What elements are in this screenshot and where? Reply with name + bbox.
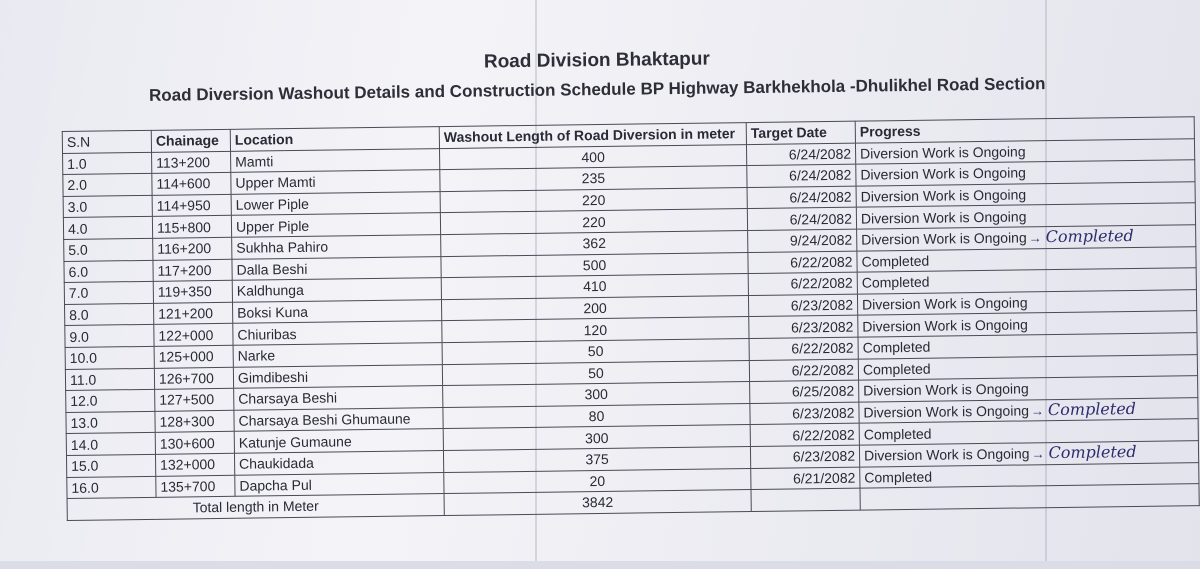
arrow-icon: → (1031, 445, 1045, 462)
cell-washout-length: 120 (442, 317, 749, 343)
progress-status: Completed (861, 274, 930, 292)
total-value: 3842 (444, 490, 751, 516)
cell-location: Upper Piple (231, 213, 440, 237)
cell-location: Kaldhunga (232, 278, 441, 302)
cell-sn: 5.0 (64, 238, 153, 261)
cell-location: Boksi Kuna (232, 299, 441, 323)
cell-chainage: 125+000 (154, 345, 233, 368)
progress-status: Completed (863, 425, 932, 443)
cell-washout-length: 375 (443, 446, 750, 472)
cell-washout-length: 220 (440, 187, 747, 213)
cell-sn: 13.0 (66, 411, 155, 434)
progress-status: Diversion Work is Ongoing (863, 380, 1029, 399)
cell-chainage: 115+800 (152, 216, 231, 239)
cell-location: Upper Mamti (231, 170, 440, 194)
cell-washout-length: 20 (444, 468, 751, 494)
header-location: Location (230, 127, 439, 151)
handwritten-note: Completed (1047, 398, 1137, 419)
cell-target-date: 9/24/2082 (748, 229, 857, 252)
header-chainage: Chainage (151, 129, 230, 152)
header-washout-length: Washout Length of Road Diversion in meter (439, 123, 746, 149)
cell-target-date: 6/24/2082 (746, 143, 855, 166)
progress-status: Diversion Work is Ongoing (860, 208, 1027, 227)
cell-target-date: 6/24/2082 (747, 164, 856, 187)
cell-location: Lower Piple (231, 191, 440, 215)
cell-sn: 15.0 (66, 454, 155, 477)
header-sn: S.N (62, 130, 151, 153)
cell-washout-length: 80 (443, 403, 750, 429)
cell-sn: 2.0 (63, 174, 152, 197)
progress-status: Diversion Work is Ongoing (862, 316, 1028, 335)
cell-location: Chaukidada (234, 450, 443, 474)
progress-status: Diversion Work is Ongoing (861, 229, 1027, 248)
handwritten-note: Completed (1048, 441, 1137, 462)
cell-location: Dapcha Pul (235, 472, 444, 496)
cell-location: Gimdibeshi (233, 364, 442, 388)
cell-sn: 12.0 (66, 389, 155, 412)
document-title: Road Division Bhaktapur (483, 48, 710, 73)
cell-location: Narke (233, 343, 442, 367)
progress-status: Diversion Work is Ongoing (860, 186, 1027, 205)
cell-target-date: 6/23/2082 (750, 402, 859, 425)
arrow-icon: → (1028, 229, 1042, 246)
cell-chainage: 126+700 (154, 367, 233, 390)
cell-chainage: 114+950 (152, 194, 231, 217)
cell-target-date: 6/24/2082 (747, 186, 856, 209)
cell-location: Dalla Beshi (232, 256, 441, 280)
header-progress: Progress (855, 117, 1194, 143)
cell-target-date: 6/24/2082 (747, 208, 856, 231)
cell-target-date: 6/23/2082 (749, 315, 858, 338)
document-subtitle: Road Diversion Washout Details and Construction Schedule BP Highway Barkhekhola -Dhulikhel Road Section (148, 74, 1046, 105)
cell-chainage: 127+500 (155, 388, 234, 411)
cell-chainage: 113+200 (152, 151, 231, 174)
cell-washout-length: 400 (439, 144, 746, 170)
arrow-icon: → (1030, 402, 1045, 418)
progress-status: Completed (864, 468, 933, 486)
cell-sn: 3.0 (63, 195, 152, 218)
cell-sn: 16.0 (67, 476, 156, 499)
progress-status: Diversion Work is Ongoing (863, 401, 1030, 421)
cell-sn: 10.0 (65, 346, 154, 369)
cell-washout-length: 220 (440, 209, 747, 235)
cell-sn: 7.0 (64, 282, 153, 305)
cell-chainage: 117+200 (153, 259, 232, 282)
cell-washout-length: 300 (443, 425, 750, 451)
header-target-date: Target Date (746, 121, 855, 144)
progress-status: Diversion Work is Ongoing (860, 164, 1026, 184)
cell-target-date: 6/21/2082 (751, 467, 860, 490)
progress-status: Completed (862, 360, 931, 378)
cell-target-date: 6/22/2082 (748, 251, 857, 274)
cell-washout-length: 200 (441, 295, 748, 321)
progress-status: Completed (861, 252, 930, 270)
cell-location: Chiuribas (233, 321, 442, 345)
cell-washout-length: 50 (442, 360, 749, 386)
cell-sn: 1.0 (63, 152, 152, 175)
cell-target-date: 6/23/2082 (748, 294, 857, 317)
cell-washout-length: 235 (440, 166, 747, 192)
cell-sn: 11.0 (65, 368, 154, 391)
cell-chainage: 116+200 (153, 237, 232, 260)
handwritten-note: Completed (1045, 225, 1134, 246)
progress-status: Diversion Work is Ongoing (863, 445, 1030, 464)
cell-washout-length: 500 (441, 252, 748, 278)
cell-target-date: 6/22/2082 (749, 359, 858, 382)
cell-sn: 8.0 (65, 303, 154, 326)
cell-chainage: 121+200 (154, 302, 233, 325)
cell-chainage: 135+700 (156, 475, 235, 498)
cell-location: Sukhha Pahiro (232, 235, 441, 259)
cell-location: Katunje Gumaune (234, 429, 443, 453)
cell-chainage: 122+000 (154, 324, 233, 347)
progress-status: Diversion Work is Ongoing (859, 143, 1026, 162)
cell-location: Charsaya Beshi Ghumaune (234, 407, 443, 431)
cell-target-date: 6/22/2082 (749, 337, 858, 360)
cell-washout-length: 50 (442, 338, 749, 364)
cell-target-date: 6/22/2082 (750, 423, 859, 446)
cell-target-date: 6/25/2082 (750, 380, 859, 403)
cell-chainage: 128+300 (155, 410, 234, 433)
cell-sn: 9.0 (65, 325, 154, 348)
cell-chainage: 119+350 (153, 280, 232, 303)
cell-location: Mamti (231, 148, 440, 172)
progress-status: Diversion Work is Ongoing (861, 294, 1028, 313)
total-label: Total length in Meter (67, 494, 444, 521)
cell-location: Charsaya Beshi (234, 386, 443, 410)
cell-sn: 14.0 (66, 433, 155, 456)
schedule-table (62, 116, 1200, 520)
cell-chainage: 130+600 (155, 432, 234, 455)
cell-chainage: 132+000 (155, 453, 234, 476)
cell-washout-length: 362 (441, 231, 748, 257)
total-empty-cell (860, 484, 1199, 510)
cell-washout-length: 410 (441, 274, 748, 300)
total-empty-cell (751, 488, 860, 511)
cell-target-date: 6/22/2082 (748, 272, 857, 295)
progress-status: Completed (862, 338, 931, 356)
cell-chainage: 114+600 (152, 173, 231, 196)
cell-sn: 4.0 (63, 217, 152, 240)
cell-washout-length: 300 (443, 382, 750, 408)
cell-sn: 6.0 (64, 260, 153, 283)
cell-target-date: 6/23/2082 (750, 445, 859, 468)
